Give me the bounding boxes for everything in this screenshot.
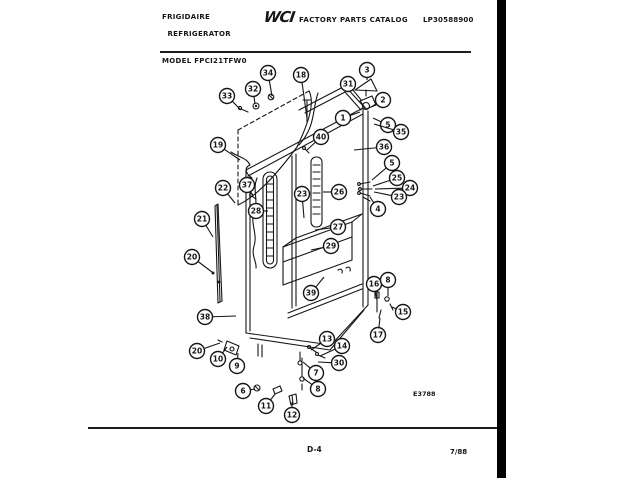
part-balloon-37 [240, 178, 255, 197]
svg-text:24: 24 [404, 183, 416, 193]
part-balloon-36 [354, 140, 392, 155]
svg-text:5: 5 [389, 158, 395, 168]
svg-text:20: 20 [191, 346, 203, 356]
svg-text:18: 18 [295, 70, 307, 80]
svg-text:4: 4 [375, 204, 381, 214]
svg-text:31: 31 [342, 79, 354, 89]
svg-text:8: 8 [315, 384, 321, 394]
part-balloon-9 [230, 353, 245, 374]
brand-line2: REFRIGERATOR [167, 30, 231, 38]
scan-edge-artifact [497, 0, 506, 478]
part-balloon-21 [195, 212, 214, 238]
issue-date: 7/88 [450, 448, 468, 456]
part-balloon-7 [303, 362, 324, 381]
svg-text:37: 37 [241, 180, 253, 190]
svg-text:14: 14 [336, 341, 348, 351]
part-balloon-33 [220, 89, 242, 111]
part-balloon-8 [381, 273, 396, 297]
svg-text:10: 10 [212, 354, 224, 364]
svg-text:21: 21 [196, 214, 208, 224]
svg-text:17: 17 [372, 330, 384, 340]
svg-text:27: 27 [332, 222, 344, 232]
svg-text:2: 2 [380, 95, 386, 105]
svg-text:32: 32 [247, 84, 259, 94]
brand-line1: FRIGIDAIRE [162, 13, 211, 21]
part-balloon-40 [307, 130, 329, 151]
svg-text:35: 35 [395, 127, 407, 137]
svg-text:25: 25 [391, 173, 403, 183]
svg-text:23: 23 [296, 189, 308, 199]
part-balloon-23 [295, 187, 310, 219]
svg-text:26: 26 [333, 187, 345, 197]
svg-text:5: 5 [385, 120, 391, 130]
part-balloon-26 [323, 185, 347, 200]
svg-text:38: 38 [199, 312, 211, 322]
part-balloon-31 [341, 77, 363, 102]
part-balloon-27 [315, 220, 346, 235]
part-balloon-10 [211, 347, 228, 367]
svg-text:16: 16 [368, 279, 380, 289]
part-balloon-6 [236, 384, 256, 399]
svg-text:40: 40 [315, 132, 327, 142]
svg-text:19: 19 [212, 140, 224, 150]
svg-text:1: 1 [340, 113, 346, 123]
part-balloon-3 [360, 63, 375, 81]
part-balloon-29 [311, 239, 339, 254]
part-balloon-39 [304, 277, 325, 301]
svg-text:29: 29 [325, 241, 337, 251]
svg-text:34: 34 [262, 68, 274, 78]
part-balloon-17 [371, 318, 386, 343]
svg-text:39: 39 [305, 288, 317, 298]
part-balloon-20 [185, 250, 213, 273]
svg-text:12: 12 [286, 410, 298, 420]
svg-text:3: 3 [364, 65, 370, 75]
cabinet-line-art [212, 79, 394, 405]
part-balloon-4 [370, 197, 386, 217]
model-number-line: MODEL FPCI21TFW0 [162, 57, 247, 65]
drawing-code: E3788 [413, 390, 436, 398]
svg-text:30: 30 [333, 358, 345, 368]
svg-text:9: 9 [234, 361, 240, 371]
svg-text:11: 11 [260, 401, 272, 411]
svg-text:33: 33 [221, 91, 233, 101]
part-balloon-22 [216, 181, 236, 204]
svg-text:8: 8 [385, 275, 391, 285]
svg-text:7: 7 [313, 368, 319, 378]
svg-text:6: 6 [240, 386, 246, 396]
svg-text:36: 36 [378, 142, 390, 152]
svg-text:28: 28 [250, 206, 262, 216]
part-balloon-13 [311, 332, 335, 351]
part-balloon-34 [261, 66, 276, 97]
svg-text:15: 15 [397, 307, 409, 317]
part-balloon-15 [392, 305, 411, 320]
svg-text:20: 20 [186, 252, 198, 262]
svg-text:13: 13 [321, 334, 333, 344]
part-balloon-28 [249, 204, 269, 219]
part-balloon-32 [246, 82, 261, 105]
part-balloon-11 [259, 394, 276, 414]
svg-text:23: 23 [393, 192, 405, 202]
part-balloon-25 [373, 171, 405, 187]
page-number: D-4 [307, 445, 322, 454]
document-number: LP30588900 [423, 16, 474, 24]
svg-text:22: 22 [217, 183, 229, 193]
wci-logo: WCI [262, 8, 296, 26]
part-balloon-38 [198, 310, 237, 325]
part-balloon-19 [211, 138, 241, 161]
part-balloon-12 [285, 402, 300, 423]
catalog-title: FACTORY PARTS CATALOG [299, 16, 408, 24]
footer-rule [88, 427, 497, 429]
